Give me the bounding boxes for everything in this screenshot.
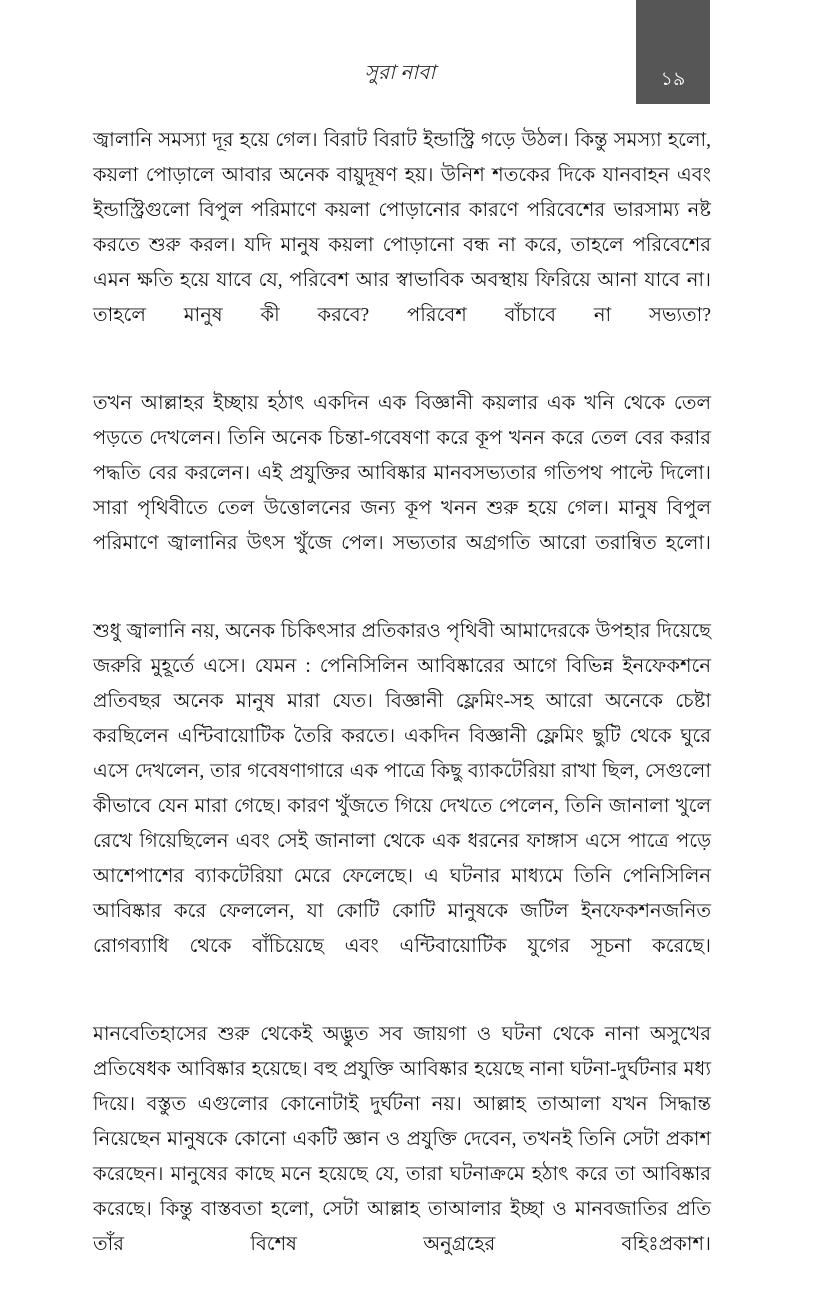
body-paragraph: জ্বালানি সমস্যা দূর হয়ে গেল। বিরাট বিরাট ইন্ডাস্ট্রি গড়ে উঠল। কিন্তু সমস্যা হলো, কয়লা পোড়ালে আবার অনেক বায়ুদূষণ হয়। উনিশ শতকের দিকে যানবাহন এবং ইন্ডাস্ট্রিগুলো বিপুল পরিমাণে কয়লা পোড়ানোর কারণে পরিবেশের ভারসাম্য নষ্ট করতে শুরু করল। যদি মানুষ কয়লা পোড়ানো বন্ধ না করে, তাহলে পরিবেশের এমন ক্ষতি হয়ে যাবে যে, পরিবেশ আর স্বাভাবিক অবস্থায় ফিরিয়ে আনা যাবে না। তাহলে মানুষ কী করবে? পরিবেশ বাঁচাবে না সভ্যতা?: [93, 130, 711, 326]
body-paragraph: মানবেতিহাসের শুরু থেকেই অদ্ভুত সব জায়গা ও ঘটনা থেকে নানা অসুখের প্রতিষেধক আবিষ্কার হয়েছে। বহু প্রযুক্তি আবিষ্কার হয়েছে নানা ঘটনা-দুর্ঘটনার মধ্য দিয়ে। বস্তুত এগুলোর কোনোটাই দুর্ঘটনা নয়। আল্লাহ তাআলা যখন সিদ্ধান্ত নিয়েছেন মানুষকে কোনো একটি জ্ঞান ও প্রযুক্তি দেবেন, তখনই তিনি সেটা প্রকাশ করেছেন। মানুষের কাছে মনে হয়েছে যে, তারা ঘটনাক্রমে হঠাৎ করে তা আবিষ্কার করেছে। কিন্তু বাস্তবতা হলো, সেটা আল্লাহ তাআলার ইচ্ছা ও মানবজাতির প্রতি তাঁর বিশেষ অনুগ্রহের বহিঃপ্রকাশ।: [93, 1024, 711, 1255]
page-header: [0, 0, 822, 110]
page-number: ১৯: [660, 69, 686, 90]
body-text-column: [93, 123, 711, 1297]
running-head-title: সুরা নাবা: [364, 62, 436, 84]
page-number-box: [636, 0, 710, 104]
body-paragraph: তখন আল্লাহর ইচ্ছায় হঠাৎ একদিন এক বিজ্ঞানী কয়লার এক খনি থেকে তেল পড়তে দেখলেন। তিনি অনেক চিন্তা-গবেষণা করে কূপ খনন করে তেল বের করার পদ্ধতি বের করলেন। এই প্রযুক্তির আবিষ্কার মানবসভ্যতার গতিপথ পাল্টে দিলো। সারা পৃথিবীতে তেল উত্তোলনের জন্য কূপ খনন শুরু হয়ে গেল। মানুষ বিপুল পরিমাণে জ্বালানির উৎস খুঁজে পেল। সভ্যতার অগ্রগতি আরো তরান্বিত হলো।: [93, 393, 711, 554]
body-paragraph: শুধু জ্বালানি নয়, অনেক চিকিৎসার প্রতিকারও পৃথিবী আমাদেরকে উপহার দিয়েছে জরুরি মুহূর্তে এসে। যেমন : পেনিসিলিন আবিষ্কারের আগে বিভিন্ন ইনফেকশনে প্রতিবছর অনেক মানুষ মারা যেত। বিজ্ঞানী ফ্লেমিং-সহ আরো অনেকে চেষ্টা করছিলেন এন্টিবায়োটিক তৈরি করতে। একদিন বিজ্ঞানী ফ্লেমিং ছুটি থেকে ঘুরে এসে দেখলেন, তার গবেষণাগারে এক পাত্রে কিছু ব্যাকটেরিয়া রাখা ছিল, সেগুলো কীভাবে যেন মারা গেছে। কারণ খুঁজতে গিয়ে দেখতে পেলেন, তিনি জানালা খুলে রেখে গিয়েছিলেন এবং সেই জানালা থেকে এক ধরনের ফাঙ্গাস এসে পাত্রে পড়ে আশেপাশের ব্যাকটেরিয়া মেরে ফেলেছে। এ ঘটনার মাধ্যমে তিনি পেনিসিলিন আবিষ্কার করে ফেললেন, যা কোটি কোটি মানুষকে জটিল ইনফেকশনজনিত রোগব্যাধি থেকে বাঁচিয়েছে এবং এন্টিবায়োটিক যুগের সূচনা করেছে।: [93, 621, 711, 957]
